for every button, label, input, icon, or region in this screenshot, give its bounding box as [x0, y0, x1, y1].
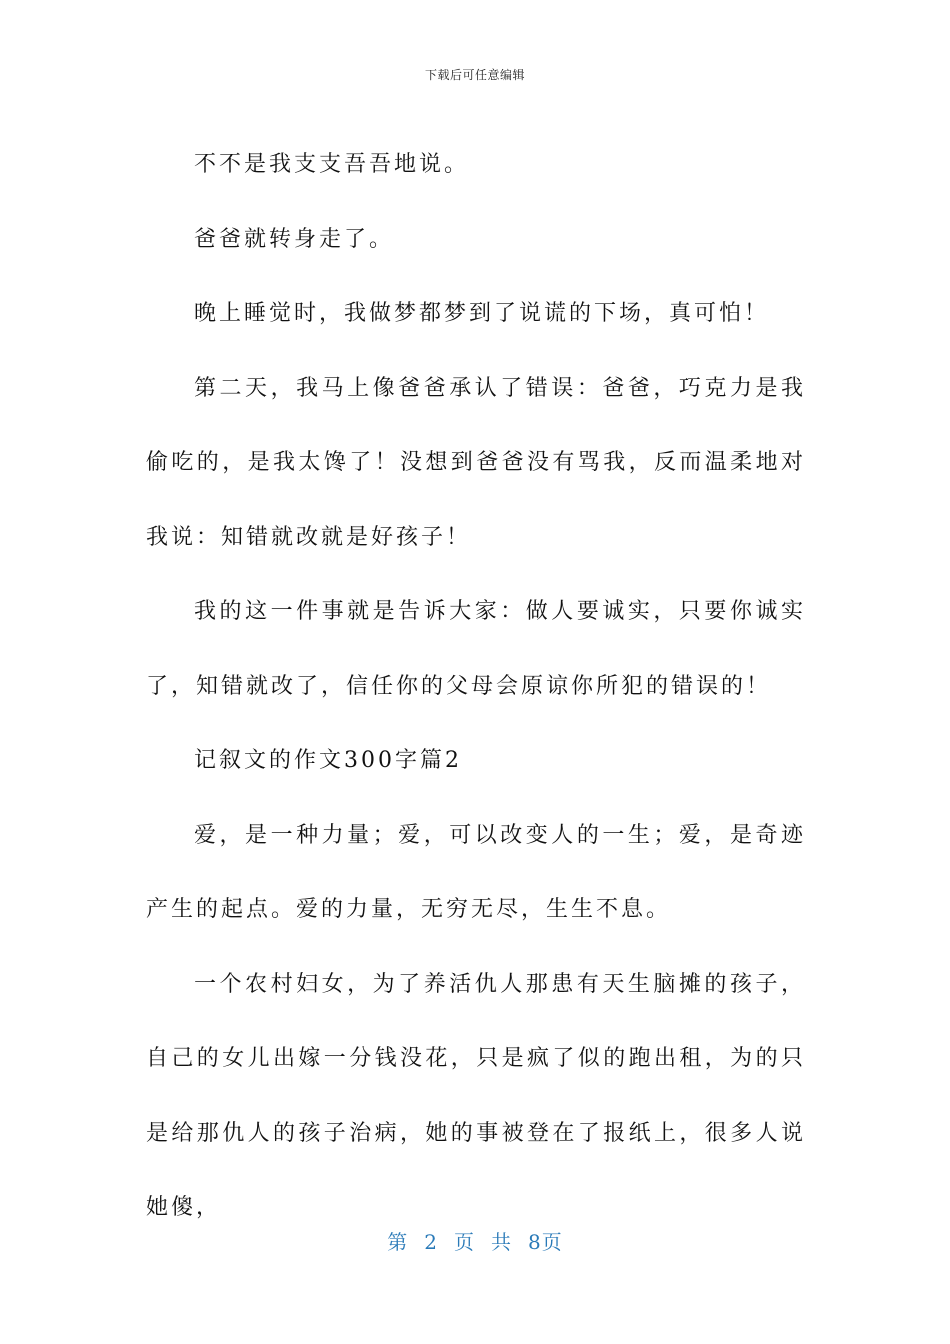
- paragraph: 一个农村妇女，为了养活仇人那患有天生脑摊的孩子，自己的女儿出嫁一分钱没花，只是疯了似的跑出租，为的只是给那仇人的孩子治病，她的事被登在了报纸上，很多人说她傻，: [146, 971, 806, 1220]
- footer-prefix: 第: [387, 1230, 409, 1254]
- paragraph: 爱，是一种力量；爱，可以改变人的一生；爱，是奇迹产生的起点。爱的力量，无穷无尽，生生不息。: [146, 822, 806, 922]
- paragraph: 我的这一件事就是告诉大家：做人要诚实，只要你诚实了，知错就改了，信任你的父母会原谅你所犯的错误的！: [146, 599, 806, 699]
- footer-total-label: 共: [491, 1230, 512, 1254]
- paragraph: 爸爸就转身走了。: [194, 226, 395, 252]
- paragraph: 晚上睡觉时，我做梦都梦到了说谎的下场，真可怕！: [194, 301, 770, 326]
- page-footer: [0, 1226, 950, 1255]
- paragraph: 第二天，我马上像爸爸承认了错误：爸爸，巧克力是我偷吃的，是我太馋了！没想到爸爸没有骂我，反而温柔地对我说：知错就改就是好孩子！: [146, 375, 806, 550]
- footer-total-pages: 8页: [528, 1230, 563, 1254]
- footer-page-label: 页: [454, 1230, 475, 1254]
- section-heading: 记叙文的作文300字篇2: [194, 748, 462, 773]
- page-header: 下载后可任意编辑: [424, 68, 525, 82]
- document-body: [146, 128, 806, 1246]
- footer-page-number: 2: [424, 1230, 438, 1254]
- paragraph: 不不是我支支吾吾地说。: [194, 152, 470, 177]
